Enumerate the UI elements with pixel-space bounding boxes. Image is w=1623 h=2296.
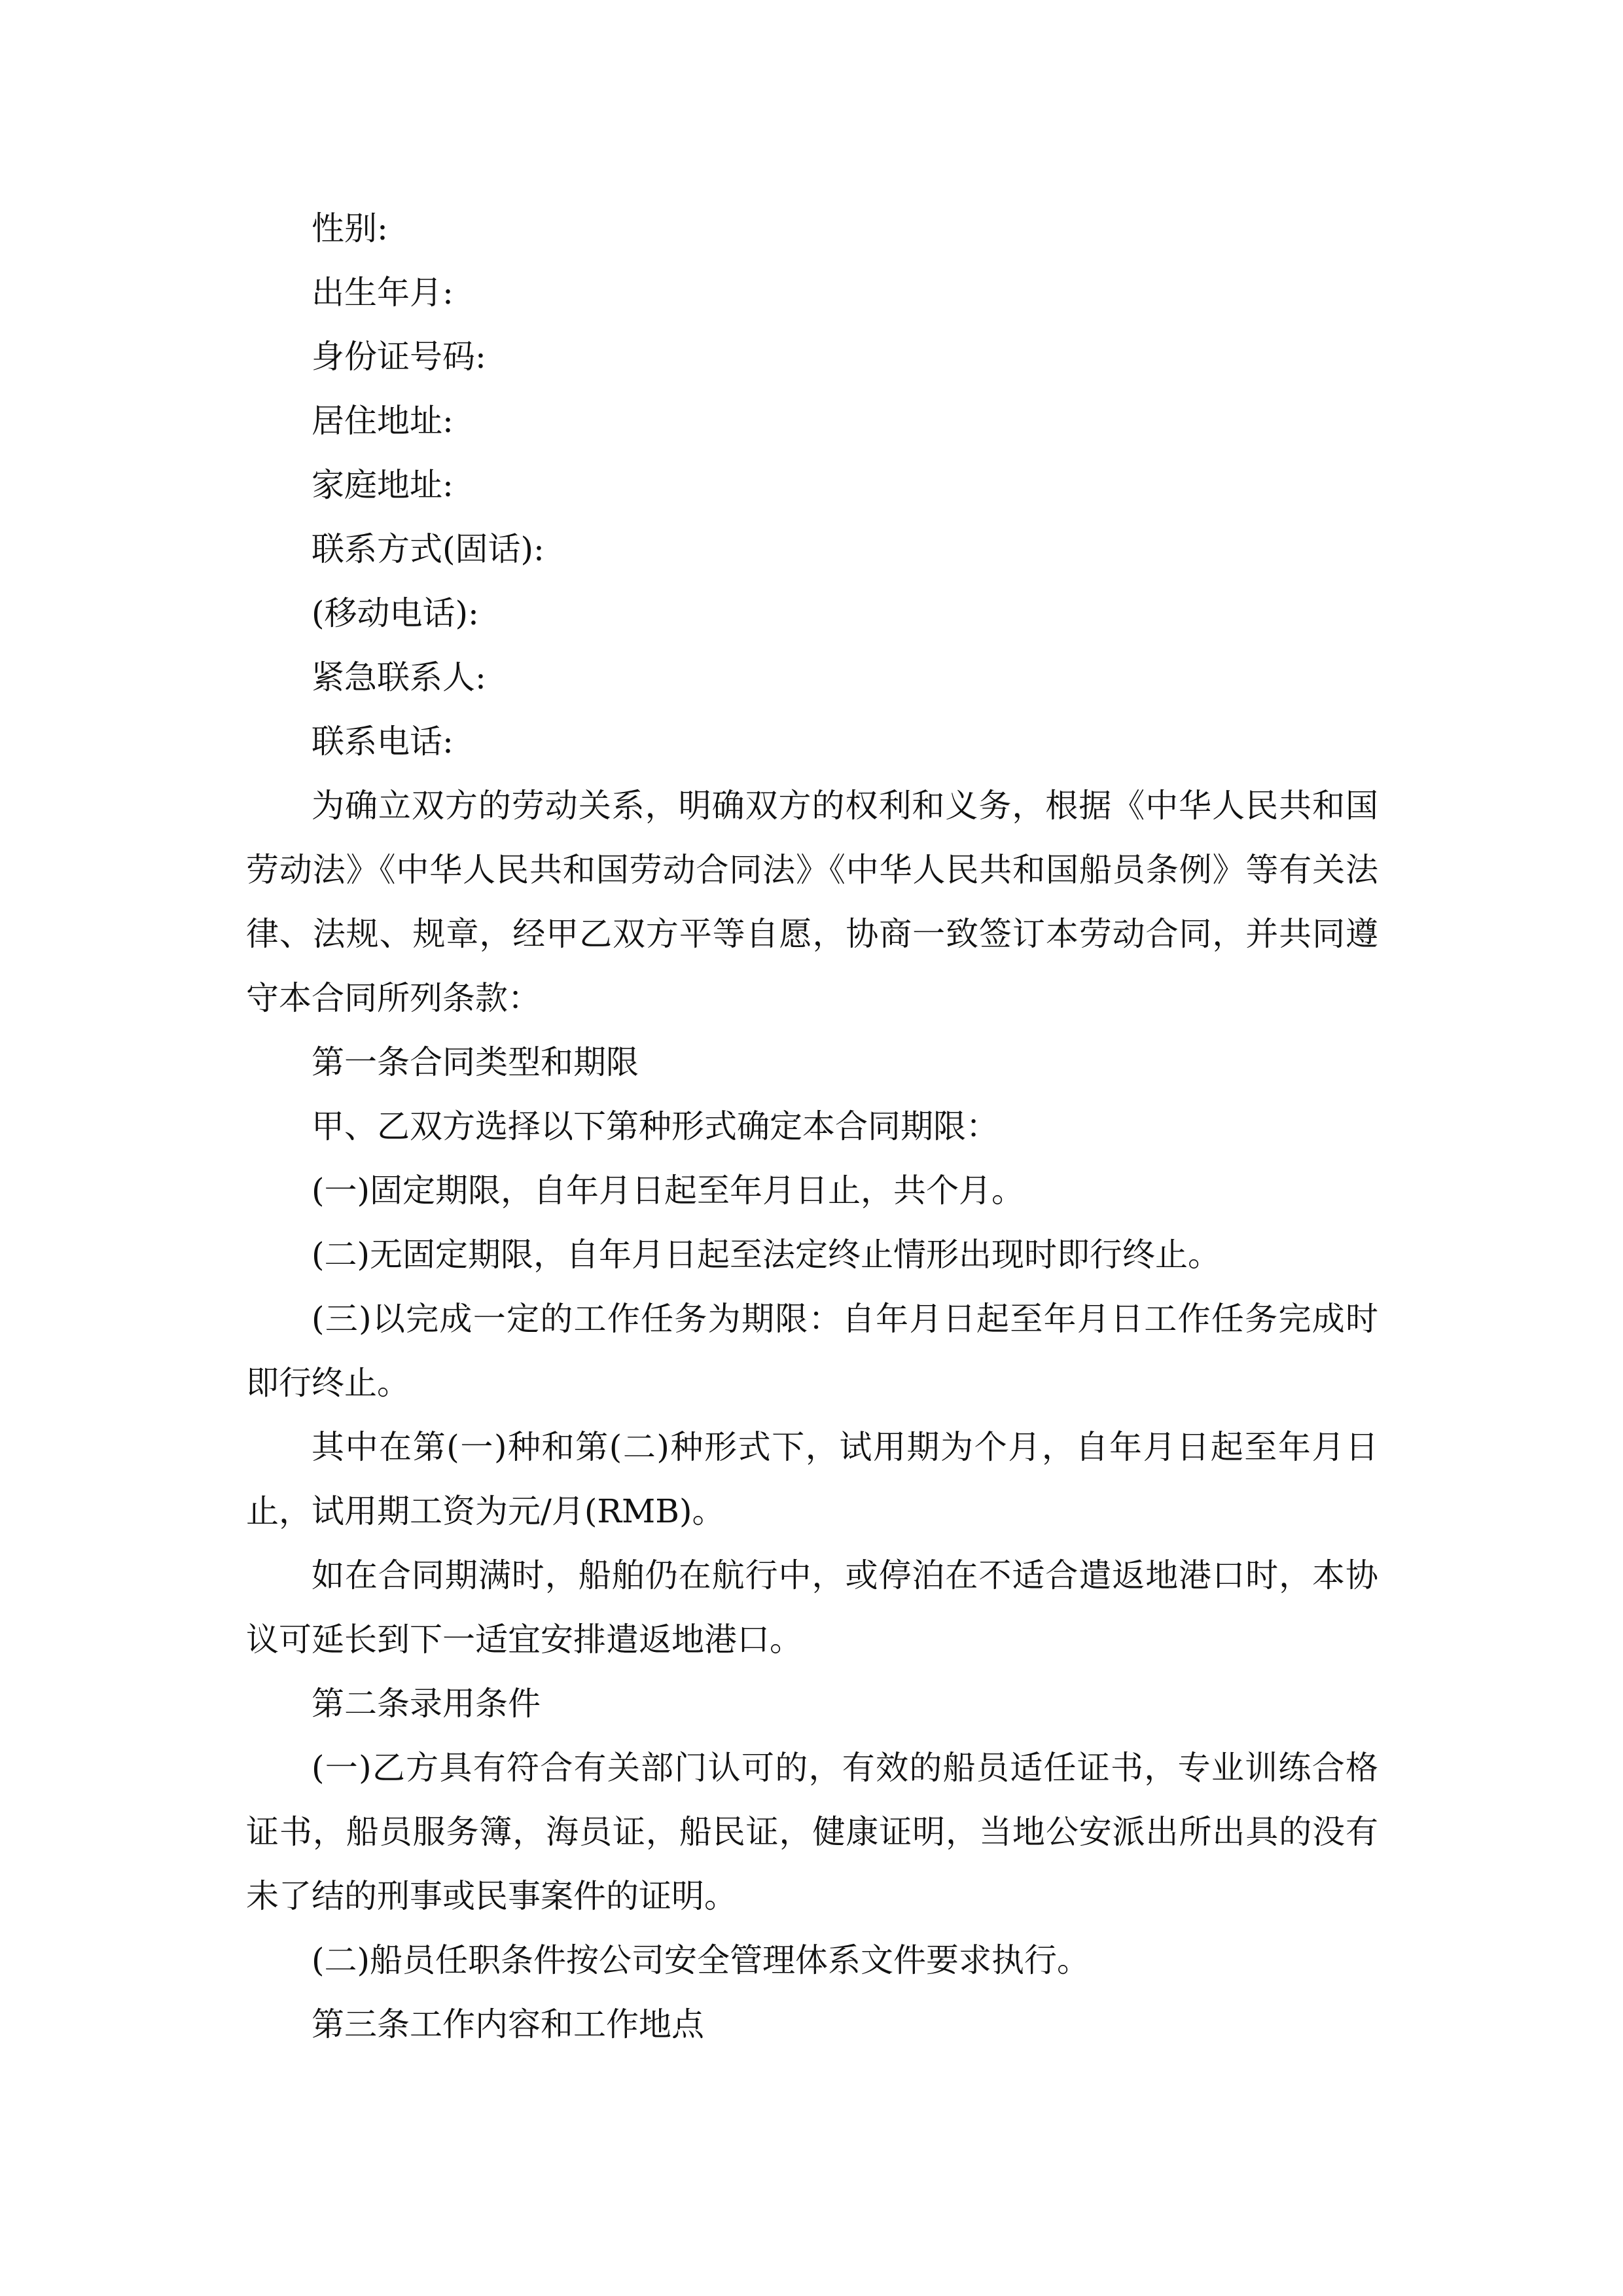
article-1-item-3: (三)以完成一定的工作任务为期限：自年月日起至年月日工作任务完成时即行终止。 [246, 1300, 1378, 1402]
field-emergency-contact: 紧急联系人: [312, 658, 486, 696]
article-1-item-2: (二)无固定期限，自年月日起至法定终止情形出现时即行终止。 [312, 1236, 1221, 1274]
field-birth-date: 出生年月: [312, 274, 454, 312]
article-1-item-1: (一)固定期限，自年月日起至年月日止，共个月。 [312, 1172, 1025, 1210]
document-page [246, 196, 1378, 2056]
article-2-title: 第二条录用条件 [312, 1685, 541, 1723]
article-1-probation: 其中在第(一)种和第(二)种形式下，试用期为个月，自年月日起至年月日止，试用期工资为元/月(RMB)。 [246, 1428, 1378, 1530]
field-residence-address: 居住地址: [312, 402, 454, 440]
intro-paragraph: 为确立双方的劳动关系，明确双方的权利和义务，根据《中华人民共和国劳动法》《中华人民共和国劳动合同法》《中华人民共和国船员条例》等有关法律、法规、规章，经甲乙双方平等自愿，协商一致签订本劳动合同，并共同遵守本合同所列条款： [246, 787, 1378, 1017]
article-1-title: 第一条合同类型和期限 [312, 1043, 639, 1081]
article-2-item-1: (一)乙方具有符合有关部门认可的，有效的船员适任证书，专业训练合格证书，船员服务簿，海员证，船民证，健康证明，当地公安派出所出具的没有未了结的刑事或民事案件的证明。 [246, 1749, 1378, 1915]
field-mobile: (移动电话): [312, 594, 479, 632]
article-1-extension: 如在合同期满时，船舶仍在航行中，或停泊在不适合遣返地港口时，本协议可延长到下一适宜安排遣返地港口。 [246, 1556, 1378, 1659]
article-2-item-2: (二)船员任职条件按公司安全管理体系文件要求执行。 [312, 1941, 1090, 1979]
field-home-address: 家庭地址: [312, 466, 454, 504]
article-1-lead: 甲、乙双方选择以下第种形式确定本合同期限： [312, 1107, 999, 1145]
article-3-title: 第三条工作内容和工作地点 [312, 2005, 704, 2043]
field-id-number: 身份证号码: [312, 338, 486, 376]
field-contact-phone: 联系电话: [312, 723, 454, 761]
field-gender: 性别: [312, 209, 388, 247]
field-landline: 联系方式(固话): [312, 530, 544, 568]
